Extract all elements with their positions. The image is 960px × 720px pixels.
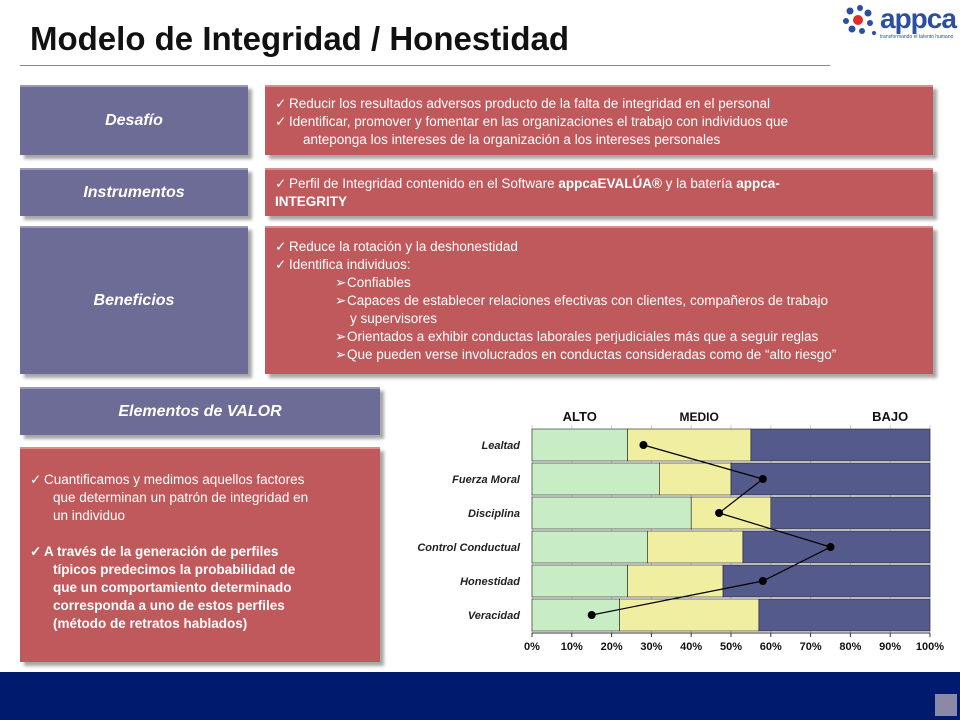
beneficios-subitem: ➢Que pueden verse involucrados en conductas consideradas como de “alto riesgo” bbox=[335, 347, 837, 362]
bar-segment-alto bbox=[532, 599, 620, 631]
arrow-bullet-icon: ➢ bbox=[335, 347, 347, 362]
check-icon: ✓ bbox=[275, 176, 287, 191]
appca-logo bbox=[840, 3, 955, 43]
category-label: Fuerza Moral bbox=[452, 474, 520, 486]
bar-segment-bajo bbox=[723, 565, 930, 597]
bar-segment-medio bbox=[659, 463, 731, 495]
x-tick-label: 40% bbox=[680, 641, 703, 653]
valor-item: ✓ A través de la generación de perfiles bbox=[30, 544, 279, 559]
zone-label-bajo: BAJO bbox=[872, 409, 909, 424]
instrumentos-label-text: Instrumentos bbox=[83, 184, 185, 201]
bar-segment-alto bbox=[532, 531, 647, 563]
x-tick-label: 70% bbox=[799, 641, 822, 653]
logo-tagline: transformando el talento humano bbox=[880, 34, 954, 40]
bar-segment-medio bbox=[647, 531, 743, 563]
logo-icon bbox=[840, 3, 880, 39]
category-label: Disciplina bbox=[468, 508, 520, 520]
zone-label-medio: MEDIO bbox=[679, 410, 719, 424]
bar-segment-alto bbox=[532, 429, 628, 461]
beneficios-subitem: ➢Confiables bbox=[335, 275, 411, 290]
bar-segment-bajo bbox=[759, 599, 930, 631]
x-tick-label: 20% bbox=[600, 641, 623, 653]
desafio-item: ✓ Reducir los resultados adversos producto de la falta de integridad en el personal bbox=[275, 96, 771, 111]
check-icon: ✓ bbox=[275, 239, 287, 254]
valor-item-cont: un individuo bbox=[53, 508, 126, 523]
category-label: Control Conductual bbox=[417, 542, 520, 554]
beneficios-item: ✓ Reduce la rotación y la deshonestidad bbox=[275, 239, 518, 254]
bar-segment-bajo bbox=[751, 429, 930, 461]
valor-item-cont: corresponda a uno de estos perfiles bbox=[53, 598, 285, 613]
desafio-item: ✓ Identificar, promover y fomentar en las organizaciones el trabajo con individuos que bbox=[275, 114, 789, 129]
bar-segment-alto bbox=[532, 497, 691, 529]
beneficios-label-text: Beneficios bbox=[93, 292, 175, 309]
beneficios-subitem: ➢Capaces de establecer relaciones efectivas con clientes, compañeros de trabajo bbox=[335, 293, 829, 308]
desafio-item-cont: anteponga los intereses de la organización a los intereses personales bbox=[303, 132, 721, 147]
x-tick-label: 100% bbox=[915, 641, 945, 653]
valor-label-text: Elementos de VALOR bbox=[118, 403, 282, 420]
valor-item: ✓ Cuantificamos y medimos aquellos factores bbox=[30, 472, 305, 487]
check-icon: ✓ bbox=[275, 257, 287, 272]
x-tick-label: 80% bbox=[839, 641, 862, 653]
arrow-bullet-icon: ➢ bbox=[335, 275, 347, 290]
instrumentos-item-cont: INTEGRITY bbox=[275, 194, 348, 209]
zone-label-alto: ALTO bbox=[562, 409, 597, 424]
instrumentos-item: ✓ Perfil de Integridad contenido en el Software appcaEVALÚA® y la batería appca- bbox=[275, 176, 780, 191]
profile-point bbox=[588, 611, 596, 619]
arrow-bullet-icon: ➢ bbox=[335, 329, 347, 344]
bar-segment-alto bbox=[532, 463, 659, 495]
footer-bar bbox=[0, 672, 960, 720]
beneficios-subitem: ➢Orientados a exhibir conductas laborales perjudiciales más que a seguir reglas bbox=[335, 329, 819, 344]
category-label: Lealtad bbox=[481, 440, 520, 452]
instrumentos-label bbox=[20, 168, 248, 216]
bar-segment-bajo bbox=[743, 531, 930, 563]
category-label: Honestidad bbox=[460, 576, 520, 588]
footer-nav-square[interactable] bbox=[935, 694, 957, 716]
category-label: Veracidad bbox=[467, 610, 520, 622]
x-tick-label: 60% bbox=[759, 641, 782, 653]
check-icon: ✓ bbox=[30, 544, 42, 559]
valor-item-cont: típicos predecimos la probabilidad de bbox=[53, 562, 296, 577]
desafio-label bbox=[20, 85, 248, 155]
check-icon: ✓ bbox=[30, 472, 42, 487]
profile-point bbox=[639, 441, 647, 449]
page-title: Modelo de Integridad / Honestidad bbox=[30, 20, 570, 57]
valor-content bbox=[20, 447, 380, 662]
check-icon: ✓ bbox=[275, 114, 287, 129]
x-tick-label: 90% bbox=[879, 641, 902, 653]
check-icon: ✓ bbox=[275, 96, 287, 111]
bar-segment-medio bbox=[691, 497, 771, 529]
beneficios-subitem-cont: y supervisores bbox=[350, 311, 438, 326]
bar-segment-bajo bbox=[771, 497, 930, 529]
x-tick-label: 30% bbox=[640, 641, 663, 653]
valor-item-cont: (método de retratos hablados) bbox=[53, 616, 248, 631]
profile-point bbox=[759, 577, 767, 585]
valor-item-cont: que un comportamiento determinado bbox=[53, 580, 292, 595]
bar-segment-medio bbox=[620, 599, 759, 631]
logo-wordmark: appca bbox=[880, 3, 956, 34]
arrow-bullet-icon: ➢ bbox=[335, 293, 347, 308]
x-tick-label: 0% bbox=[524, 641, 540, 653]
beneficios-label bbox=[20, 226, 248, 374]
valor-item-cont: que determinan un patrón de integridad en bbox=[53, 490, 309, 505]
integrity-profile-chart bbox=[385, 400, 955, 665]
desafio-content bbox=[265, 85, 933, 155]
x-tick-label: 10% bbox=[560, 641, 583, 653]
x-tick-label: 50% bbox=[719, 641, 743, 653]
bar-segment-alto bbox=[532, 565, 628, 597]
profile-point bbox=[715, 509, 723, 517]
beneficios-item: ✓ Identifica individuos: bbox=[275, 257, 411, 272]
title-divider bbox=[20, 65, 830, 66]
instrumentos-content bbox=[265, 168, 933, 216]
valor-label bbox=[20, 387, 380, 435]
profile-point bbox=[759, 475, 767, 483]
beneficios-content bbox=[265, 226, 933, 374]
desafio-label-text: Desafío bbox=[105, 112, 163, 129]
profile-point bbox=[827, 543, 835, 551]
